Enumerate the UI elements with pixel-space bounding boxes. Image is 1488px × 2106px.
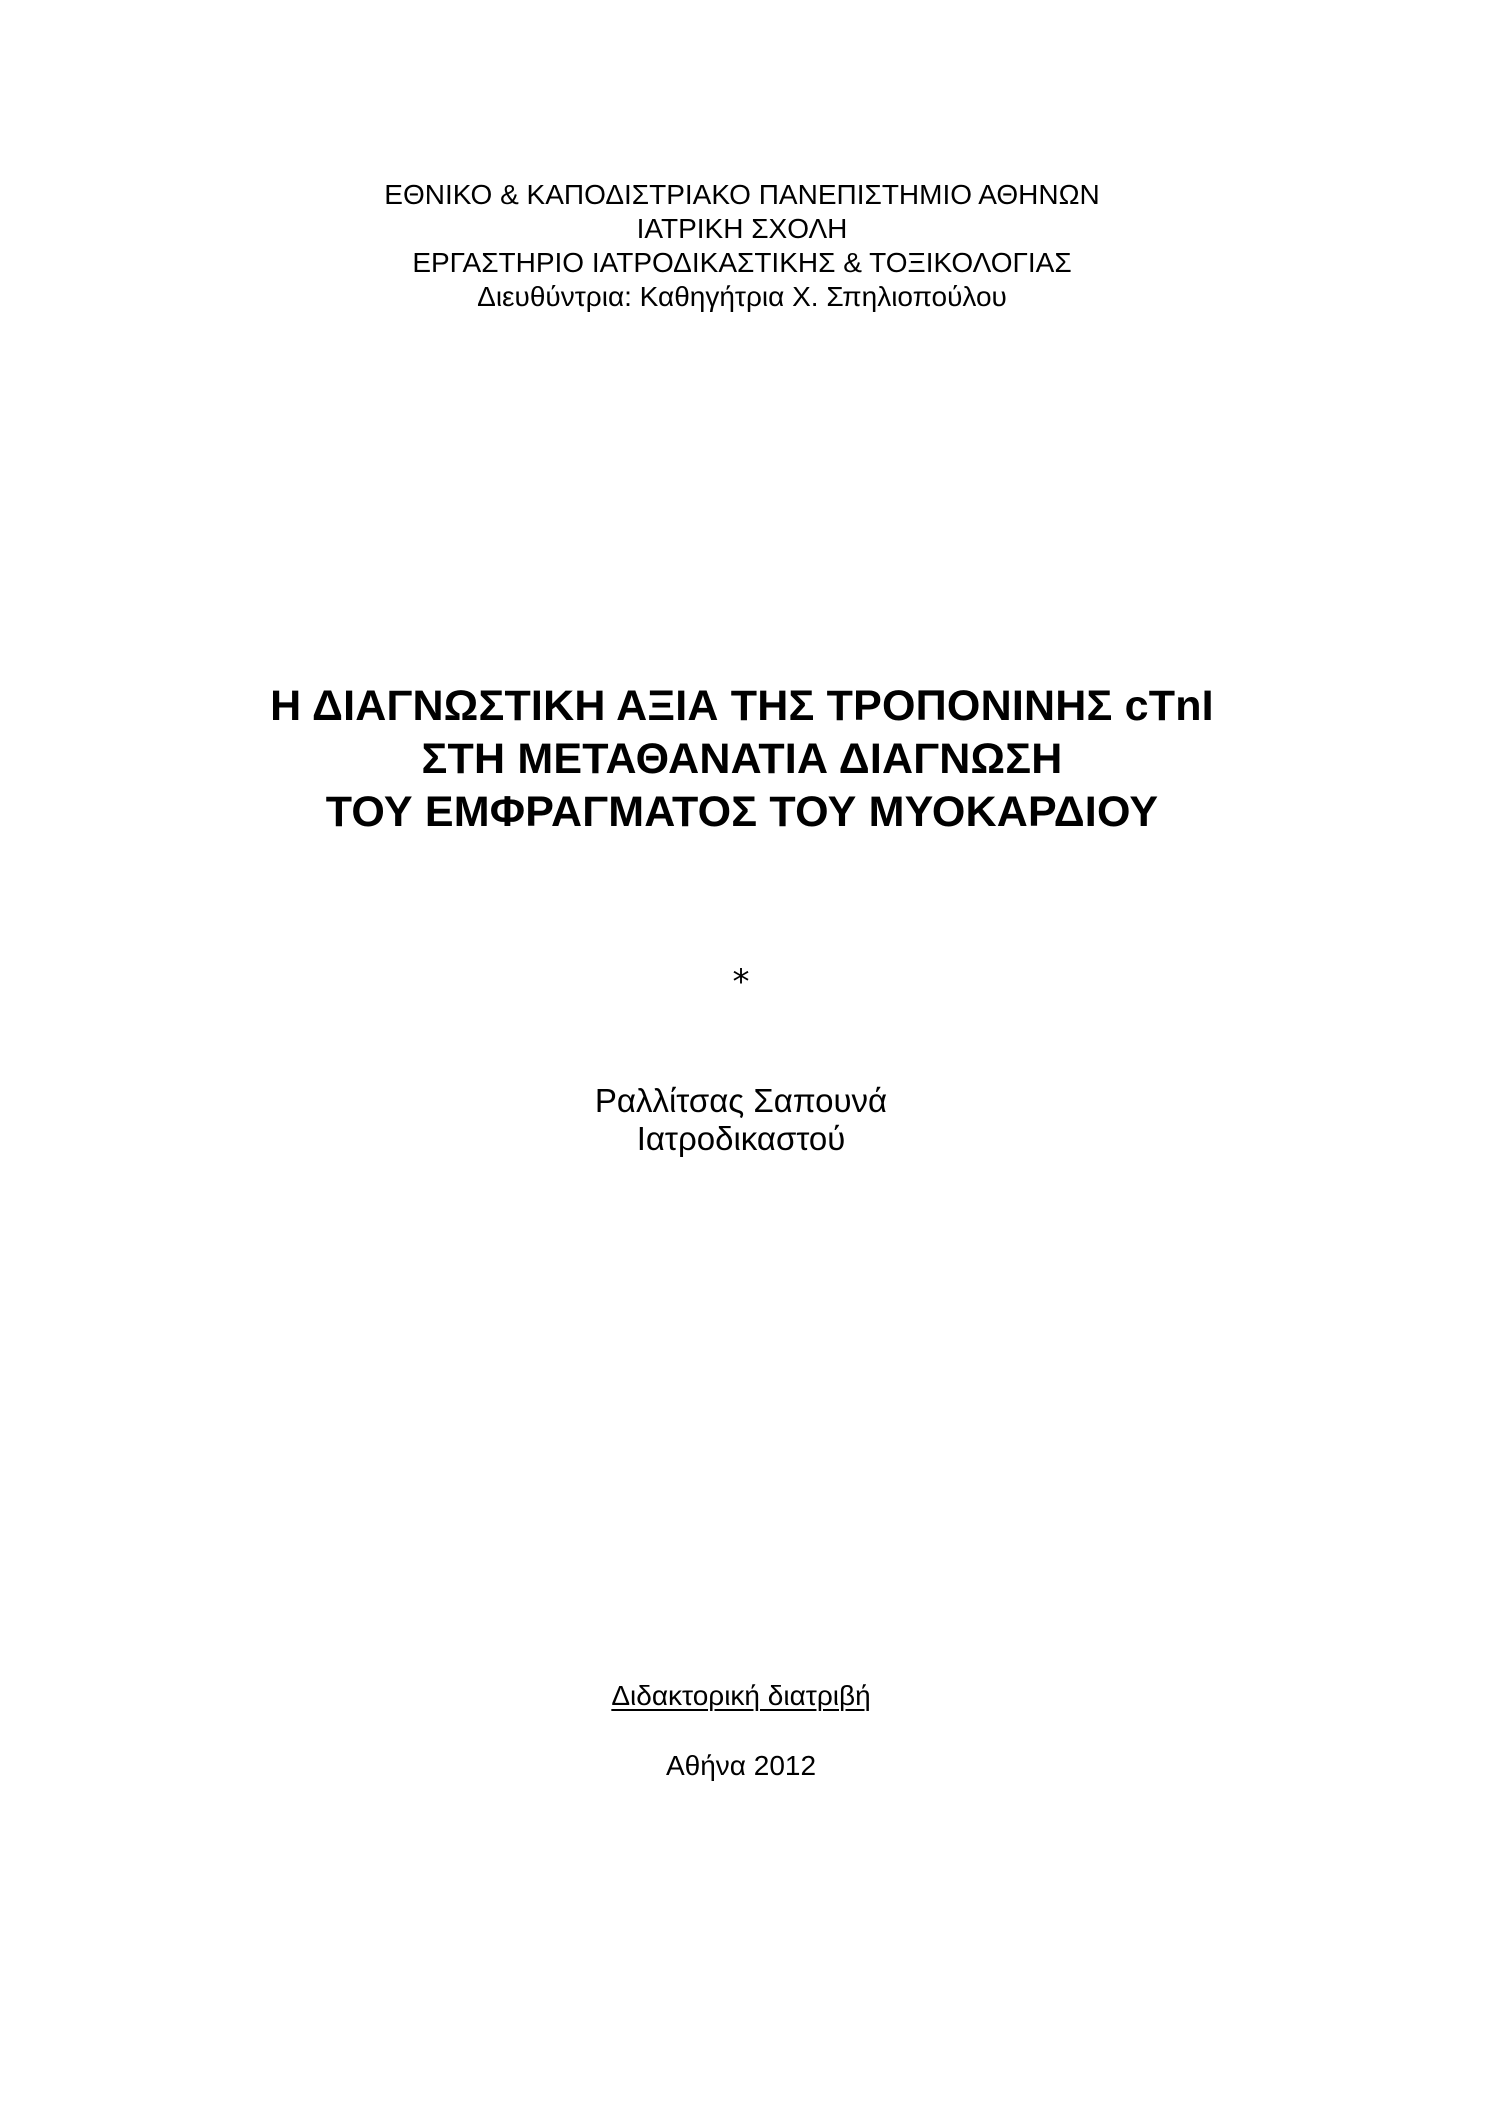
separator: [0, 962, 1485, 1002]
title-line-1: Η ΔΙΑΓΝΩΣΤΙΚΗ ΑΞΙΑ ΤΗΣ ΤΡΟΠΟΝΙΝΗΣ cTnI: [270, 682, 1214, 730]
school-name: ΙΑΤΡΙΚΗ ΣΧΟΛΗ: [636, 213, 848, 244]
title-line-3: ΤΟΥ ΕΜΦΡΑΓΜΑΤΟΣ ΤΟΥ ΜΥΟΚΑΡΔΙΟΥ: [325, 788, 1159, 836]
university-name: ΕΘΝΙΚΟ & ΚΑΠΟΔΙΣΤΡΙΑΚΟ ΠΑΝΕΠΙΣΤΗΜΙΟ ΑΘΗΝΩΝ: [384, 179, 1100, 210]
title-line-2: ΣΤΗ ΜΕΤΑΘΑΝΑΤΙΑ ΔΙΑΓΝΩΣΗ: [421, 735, 1063, 783]
asterisk-separator: *: [732, 962, 750, 1002]
place-year: Αθήνα 2012: [665, 1750, 817, 1781]
document-type: Διδακτορική διατριβή: [611, 1680, 871, 1711]
author-role: Ιατροδικαστού: [636, 1120, 846, 1157]
document-type-block: [0, 1679, 1485, 1713]
institution-header: [0, 178, 1486, 314]
laboratory-name: ΕΡΓΑΣΤΗΡΙΟ ΙΑΤΡΟΔΙΚΑΣΤΙΚΗΣ & ΤΟΞΙΚΟΛΟΓΙΑΣ: [412, 247, 1072, 278]
place-year-block: [0, 1749, 1485, 1783]
author-block: [0, 1082, 1485, 1158]
thesis-title: [0, 680, 1486, 839]
director-line: Διευθύντρια: Καθηγήτρια Χ. Σπηλιοπούλου: [477, 281, 1007, 312]
author-name: Ραλλίτσας Σαπουνά: [594, 1082, 888, 1119]
